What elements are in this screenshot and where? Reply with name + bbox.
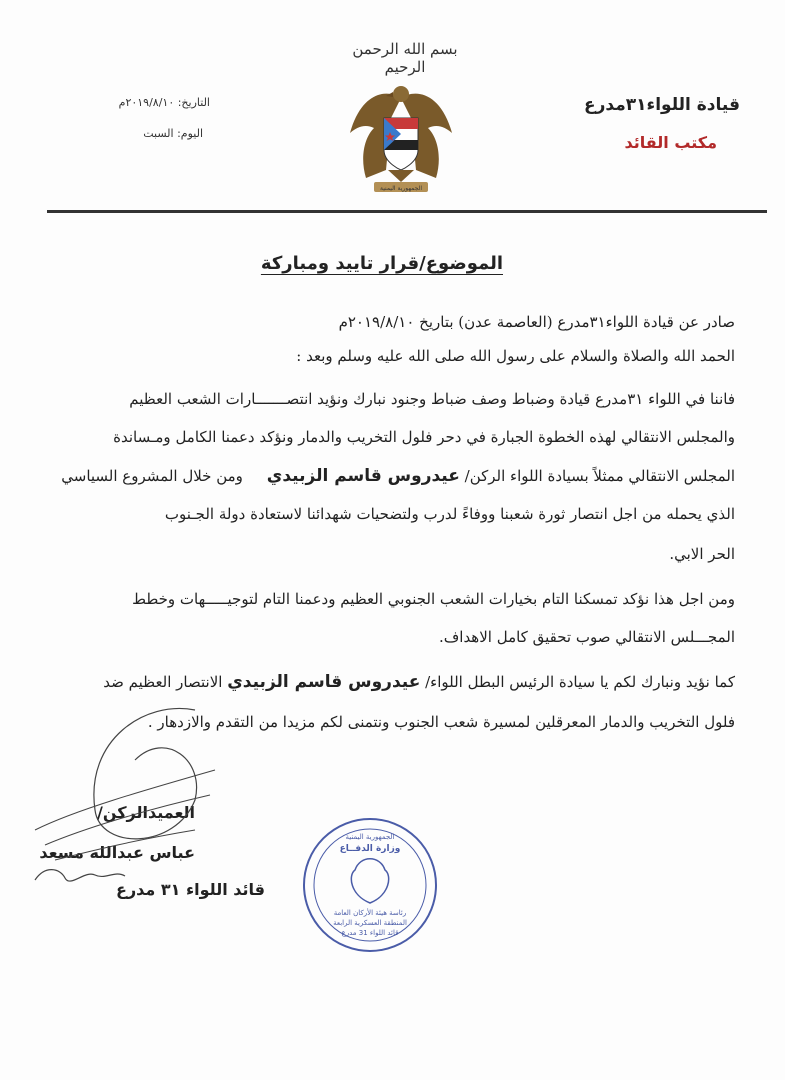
body-text: ومن خلال المشروع السياسي [61, 467, 243, 485]
emblem-caption: الجمهورية اليمنية [379, 185, 423, 192]
body-line: الحمد الله والصلاة والسلام على رسول الله صلى الله عليه وسلم وبعد : [296, 347, 735, 365]
unit-name: قيادة اللواء٣١مدرع [584, 95, 740, 115]
body-line [61, 466, 735, 486]
stamp-text: رئاسة هيئة الأركان العامة [333, 909, 407, 917]
subject-line: الموضوع/قرار تاييد ومباركة [260, 253, 503, 274]
body-text: كما نؤيد ونبارك لكم يا سيادة الرئيس البطل اللواء/ [425, 673, 735, 691]
basmala: بسم الله الرحمن الرحيم [352, 40, 458, 76]
body-line: الحر الابي. [669, 545, 735, 563]
body-text: الانتصار العظيم ضد [103, 673, 223, 691]
office-title: مكتب القائد [624, 133, 717, 152]
eagle-emblem [346, 78, 456, 198]
stamp-text: الجمهورية اليمنية [345, 833, 395, 841]
stamp-text: المنطقة العسكرية الرابعة [333, 919, 407, 927]
body-line: صادر عن قيادة اللواء٣١مدرع (العاصمة عدن) بتاريخ ٢٠١٩/٨/١٠م [338, 313, 735, 331]
body-line: فلول التخريب والدمار المعرقلين لمسيرة شعب الجنوب ونتمنى لكم مزيدا من التقدم والازدهار . [147, 713, 735, 731]
leader-name: عيدروس قاسم الزبيدي [266, 466, 460, 486]
body-line: الذي يحمله من اجل انتصار ثورة شعبنا ووفاءً لدرب ولتضحيات شهدائنا لاستعادة دولة الجـنوب [164, 505, 735, 523]
body-line [103, 672, 735, 692]
stamp-text: قائد اللواء 31 مدرع [341, 929, 399, 937]
leader-name: عيدروس قاسم الزبيدي [227, 672, 421, 692]
header-divider [47, 210, 767, 213]
stamp-text: وزارة الدفــاع [339, 844, 401, 854]
date-line: التاريخ: ٢٠١٩/٨/١٠م [118, 96, 210, 109]
day-line: اليوم: السبت [143, 127, 203, 140]
body-line: المجـــلس الانتقالي صوب تحقيق كامل الاهداف. [438, 628, 735, 646]
handwritten-signature [25, 700, 225, 900]
signatory-name: عباس عبدالله مسعد [39, 843, 195, 862]
body-line: والمجلس الانتقالي لهذه الخطوة الجبارة في دحر فلول التخريب والدمار ونؤكد دعمنا الكامل ومـساندة [113, 428, 735, 446]
body-text: المجلس الانتقالي ممثلاً بسيادة اللواء الركن/ [464, 467, 735, 485]
signatory-title: قائد اللواء ٣١ مدرع [116, 880, 265, 899]
body-line: ومن اجل هذا نؤكد تمسكنا التام بخيارات الشعب الجنوبي العظيم ودعمنا التام لتوجيـــــهات وخطط [132, 590, 735, 608]
official-stamp [300, 815, 440, 955]
body-line: فاننا في اللواء ٣١مدرع قيادة وضباط وصف ضباط وجنود نبارك ونؤيد انتصـــــــارات الشعب العظيم [129, 390, 735, 408]
signatory-rank: العميدالركن/ [96, 803, 195, 822]
